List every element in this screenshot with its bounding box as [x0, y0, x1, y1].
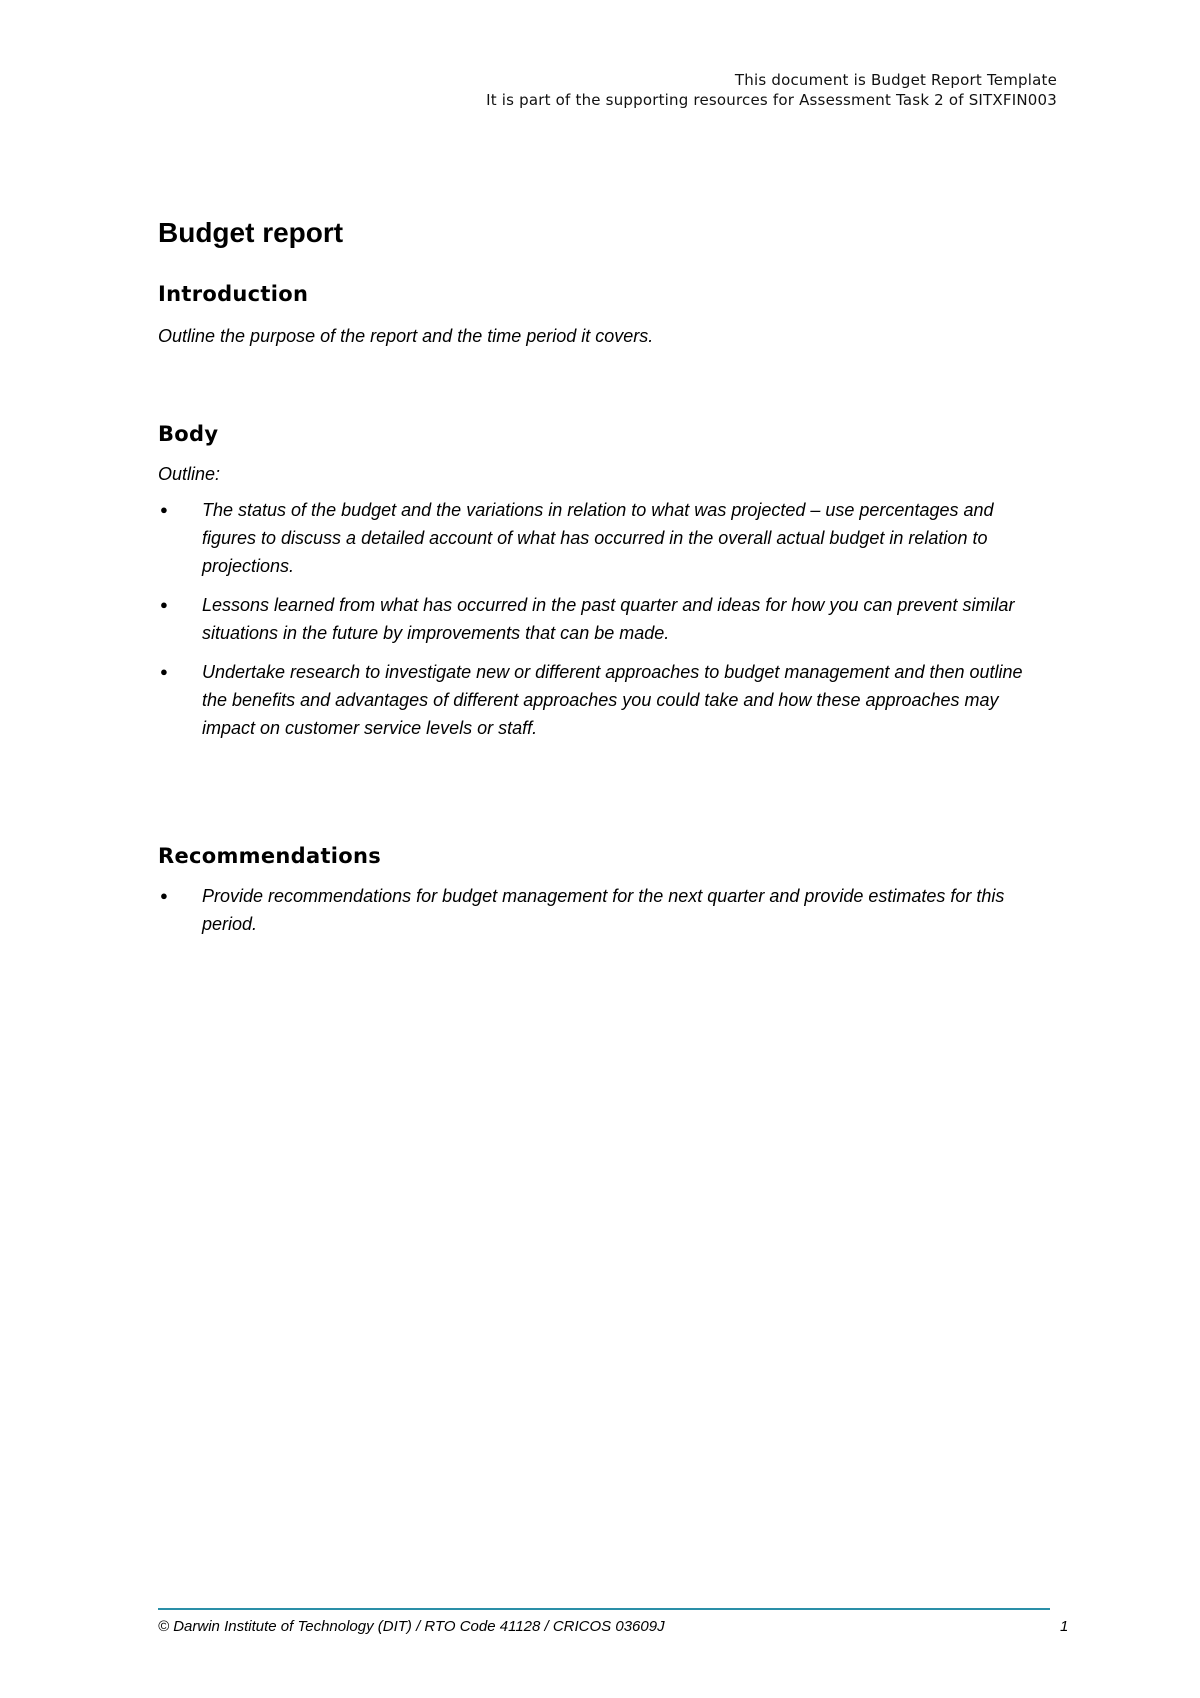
- page-number: 1: [1060, 1618, 1069, 1635]
- recommendations-bullet-item: [158, 882, 1038, 938]
- bullet-icon: ●: [160, 664, 168, 679]
- body-bullet-item: [158, 591, 1038, 647]
- document-title: Budget report: [158, 217, 344, 248]
- footer-copyright: © Darwin Institute of Technology (DIT) / RTO Code 41128 / CRICOS 03609J: [158, 1618, 665, 1635]
- introduction-text: Outline the purpose of the report and the time period it covers.: [158, 326, 654, 346]
- body-lead-text: Outline:: [158, 464, 221, 484]
- body-bullet-text: Undertake research to investigate new or different approaches to budget management and then outline the benefits and advantages of different approaches you could take and how these approaches may impact on customer service levels or staff.: [202, 662, 1023, 738]
- body-bullet-item: [158, 496, 1038, 580]
- body-bullet-text: Lessons learned from what has occurred in the past quarter and ideas for how you can prevent similar situations in the future by improvements that can be made.: [202, 595, 1015, 643]
- body-bullet-list: [158, 496, 1038, 742]
- page-header: [486, 70, 1057, 110]
- bullet-icon: ●: [160, 888, 168, 903]
- introduction-heading: Introduction: [158, 282, 309, 306]
- document-content: [158, 216, 1038, 949]
- recommendations-bullet-text: Provide recommendations for budget management for the next quarter and provide estimates for this period.: [202, 886, 1005, 934]
- footer-divider: [158, 1608, 1050, 1610]
- bullet-icon: ●: [160, 502, 168, 517]
- recommendations-heading: Recommendations: [158, 844, 382, 868]
- header-line-2: It is part of the supporting resources for Assessment Task 2 of SITXFIN003: [486, 91, 1057, 109]
- body-bullet-item: [158, 658, 1038, 742]
- bullet-icon: ●: [160, 597, 168, 612]
- header-line-1: This document is Budget Report Template: [734, 71, 1057, 89]
- body-bullet-text: The status of the budget and the variations in relation to what was projected – use percentages and figures to discuss a detailed account of what has occurred in the overall actual budget in relation to projections.: [202, 500, 994, 576]
- body-heading: Body: [158, 422, 219, 446]
- recommendations-bullet-list: [158, 882, 1038, 938]
